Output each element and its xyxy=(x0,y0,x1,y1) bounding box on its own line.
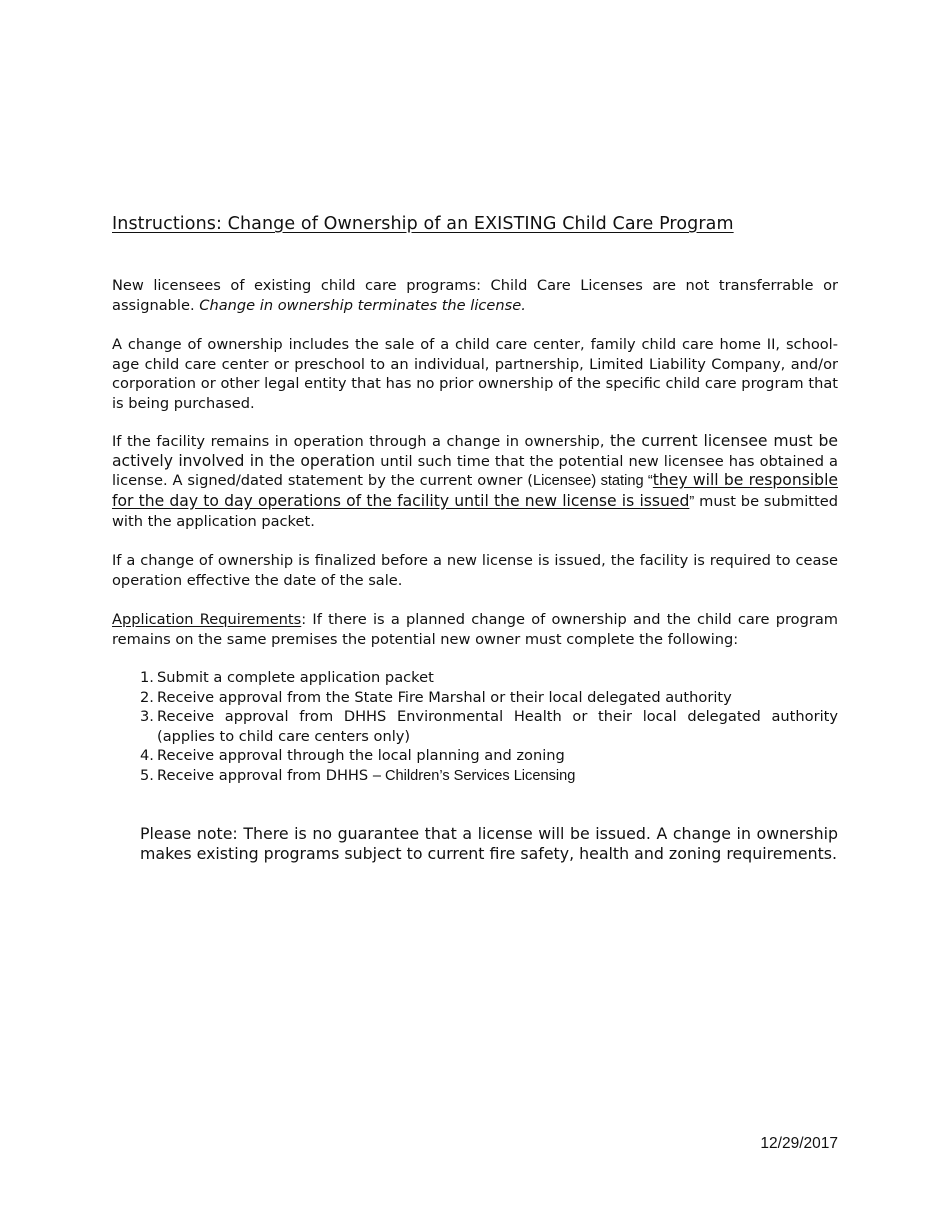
list-item-number: 2. xyxy=(140,688,154,706)
list-item xyxy=(140,668,838,688)
list-item-text: Submit a complete application packet xyxy=(157,669,434,686)
document-title: Instructions: Change of Ownership of an EXISTING Child Care Program xyxy=(112,214,734,234)
list-item-text-alt: – Children’s Services Licensing xyxy=(372,767,576,784)
requirements-text: : If there is a planned change of ownership and the child care program remains on the same premises the potential new owner must complete the following: xyxy=(112,611,838,648)
list-item-text: Receive approval from DHHS Environmental Health or their local delegated authority (applies to child care centers only) xyxy=(157,708,838,745)
operation-paragraph xyxy=(112,432,838,532)
operation-text-1: If the facility remains in operation through a change in ownership, xyxy=(112,433,610,450)
list-item xyxy=(140,707,838,746)
list-item-text: Receive approval from DHHS xyxy=(157,766,373,784)
document-date: 12/29/2017 xyxy=(760,1135,838,1152)
list-item-text: Receive approval through the local planning and zoning xyxy=(157,747,565,765)
list-item xyxy=(140,766,838,787)
definition-paragraph: A change of ownership includes the sale of a child care center, family child care home II, school-age child care center or preschool to an individual, partnership, Limited Liability Company, and/or corporation or other legal entity that has no prior ownership of the specific child care program that is being purchased. xyxy=(112,336,838,412)
list-item-text: Receive approval from the State Fire Marshal or their local delegated authority xyxy=(157,688,732,706)
finalized-paragraph: If a change of ownership is finalized before a new license is issued, the facility is required to cease operation effective the date of the sale. xyxy=(112,552,838,589)
operation-text-7: must be submitted with the application packet. xyxy=(112,492,838,531)
requirements-heading: Application Requirements xyxy=(112,611,302,628)
list-item xyxy=(140,688,838,708)
operation-text-4: Licensee) stating “ xyxy=(532,473,653,490)
operation-text-3: until such time that the potential new licensee has obtained a license. A signed/dated statement by the current owner ( xyxy=(112,452,839,490)
document-page xyxy=(112,0,838,1230)
intro-paragraph xyxy=(112,276,838,315)
please-note: Please note: There is no guarantee that a license will be issued. A change in ownership makes existing programs subject to current fire safety, health and zoning requirements. xyxy=(140,824,838,863)
list-item-number: 3. xyxy=(140,708,154,726)
requirements-paragraph xyxy=(112,610,838,649)
operation-text-2: the current licensee must be actively involved in the operation xyxy=(112,432,838,470)
requirements-list xyxy=(140,668,838,787)
operation-close-quote: ” xyxy=(689,493,695,510)
list-item-number: 4. xyxy=(140,747,154,765)
intro-text: New licensees of existing child care programs: Child Care Licenses are not transferrable or assignable. xyxy=(112,277,838,314)
list-item-number: 1. xyxy=(140,669,154,686)
list-item xyxy=(140,746,838,766)
list-item-number: 5. xyxy=(140,766,154,784)
intro-emphasis: Change in ownership terminates the license. xyxy=(199,296,526,314)
operation-quote: they will be responsible for the day to day operations of the facility until the new license is issued xyxy=(112,471,838,510)
